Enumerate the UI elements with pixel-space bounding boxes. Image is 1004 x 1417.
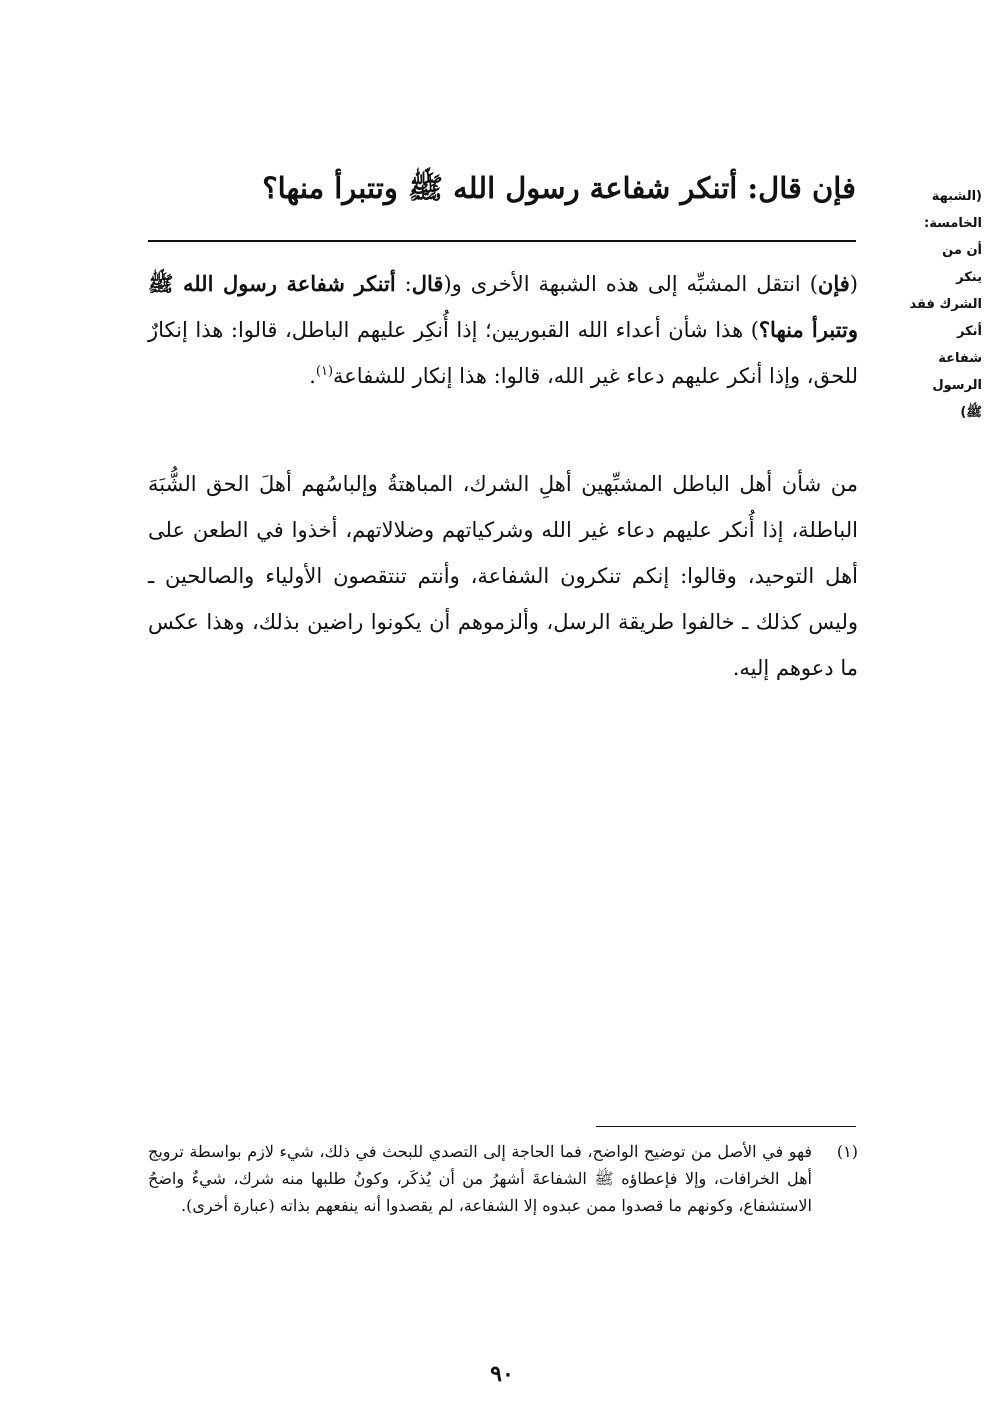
- page-number: ٩٠: [490, 1361, 514, 1387]
- section-heading: فإن قال: أتنكر شفاعة رسول الله ﷺ وتتبرأ منها؟: [262, 171, 856, 205]
- margin-note-line: الرسول: [932, 378, 982, 393]
- paragraph-end: .: [309, 364, 316, 388]
- body-paragraph-1: [148, 261, 858, 399]
- paragraph-text: :: [395, 272, 412, 296]
- margin-note-line: (الشبهة: [931, 189, 982, 204]
- footnote: [148, 1138, 858, 1219]
- footnote-divider: [596, 1126, 856, 1127]
- bold-quote: أتنكر شفاعة رسول الله ﷺ وتتبرأ منها؟: [148, 271, 858, 342]
- margin-note: [872, 183, 982, 426]
- heading-divider: [148, 240, 856, 242]
- margin-note-line: الخامسة:: [924, 216, 982, 231]
- bold-term-fain: فإن: [817, 271, 850, 296]
- margin-note-line: شفاعة: [938, 351, 982, 366]
- margin-note-line: الشرك فقد: [909, 297, 982, 312]
- footnote-text: فهو في الأصل من توضيح الواضح، فما الحاجة إلى التصدي للبحث في ذلك، شيء لازم بواسطة ترويج أهل الخرافات، وإلا فإعطاؤه ﷺ الشفاعةَ أشهرُ من أن يُذكَر، وكونُ طلبها منه شرك، شيءٌ واضحُ الاستشفاع، وكونهم ما قصدوا ممن عبدوه إلا الشفاعة، لم يقصدوا أنه ينفعهم بذاته (عبارة أخرى).: [148, 1142, 813, 1215]
- margin-note-line: ينكر: [956, 270, 982, 285]
- paragraph-text: ) انتقل المشبِّه إلى هذه الشبهة الأخرى و(: [443, 272, 818, 296]
- margin-note-line: أن من: [942, 243, 982, 258]
- paren-open: (: [849, 272, 858, 296]
- footnote-number: (١): [836, 1142, 858, 1161]
- bold-term-qal: قال: [411, 271, 444, 296]
- paragraph-text: ) هذا شأن أعداء الله القبوريين؛ إذا أُنكِر عليهم الباطل، قالوا: هذا إنكارٌ للحق، وإذا أنكر عليهم دعاء غير الله، قالوا: هذا إنكار للشفاعة: [148, 318, 858, 388]
- margin-note-line: أنكر: [957, 324, 982, 339]
- margin-note-line: ﷺ): [960, 405, 982, 420]
- body-paragraph-2: من شأن أهل الباطل المشبِّهين أهلِ الشرك، المباهتةُ وإلباسُهم أهلَ الحق الشُّبَهَ الباطلة، إذا أُنكر عليهم دعاء غير الله وشركياتهم وضلالاتهم، أخذوا في الطعن على أهل التوحيد، وقالوا: إنكم تنكرون الشفاعة، وأنتم تنتقصون الأولياء والصالحين ـ وليس كذلك ـ خالفوا طريقة الرسل، وألزموهم أن يكونوا راضين بذلك، وهذا عكس ما دعوهم إليه.: [148, 472, 858, 680]
- footnote-reference[interactable]: (١): [315, 364, 334, 379]
